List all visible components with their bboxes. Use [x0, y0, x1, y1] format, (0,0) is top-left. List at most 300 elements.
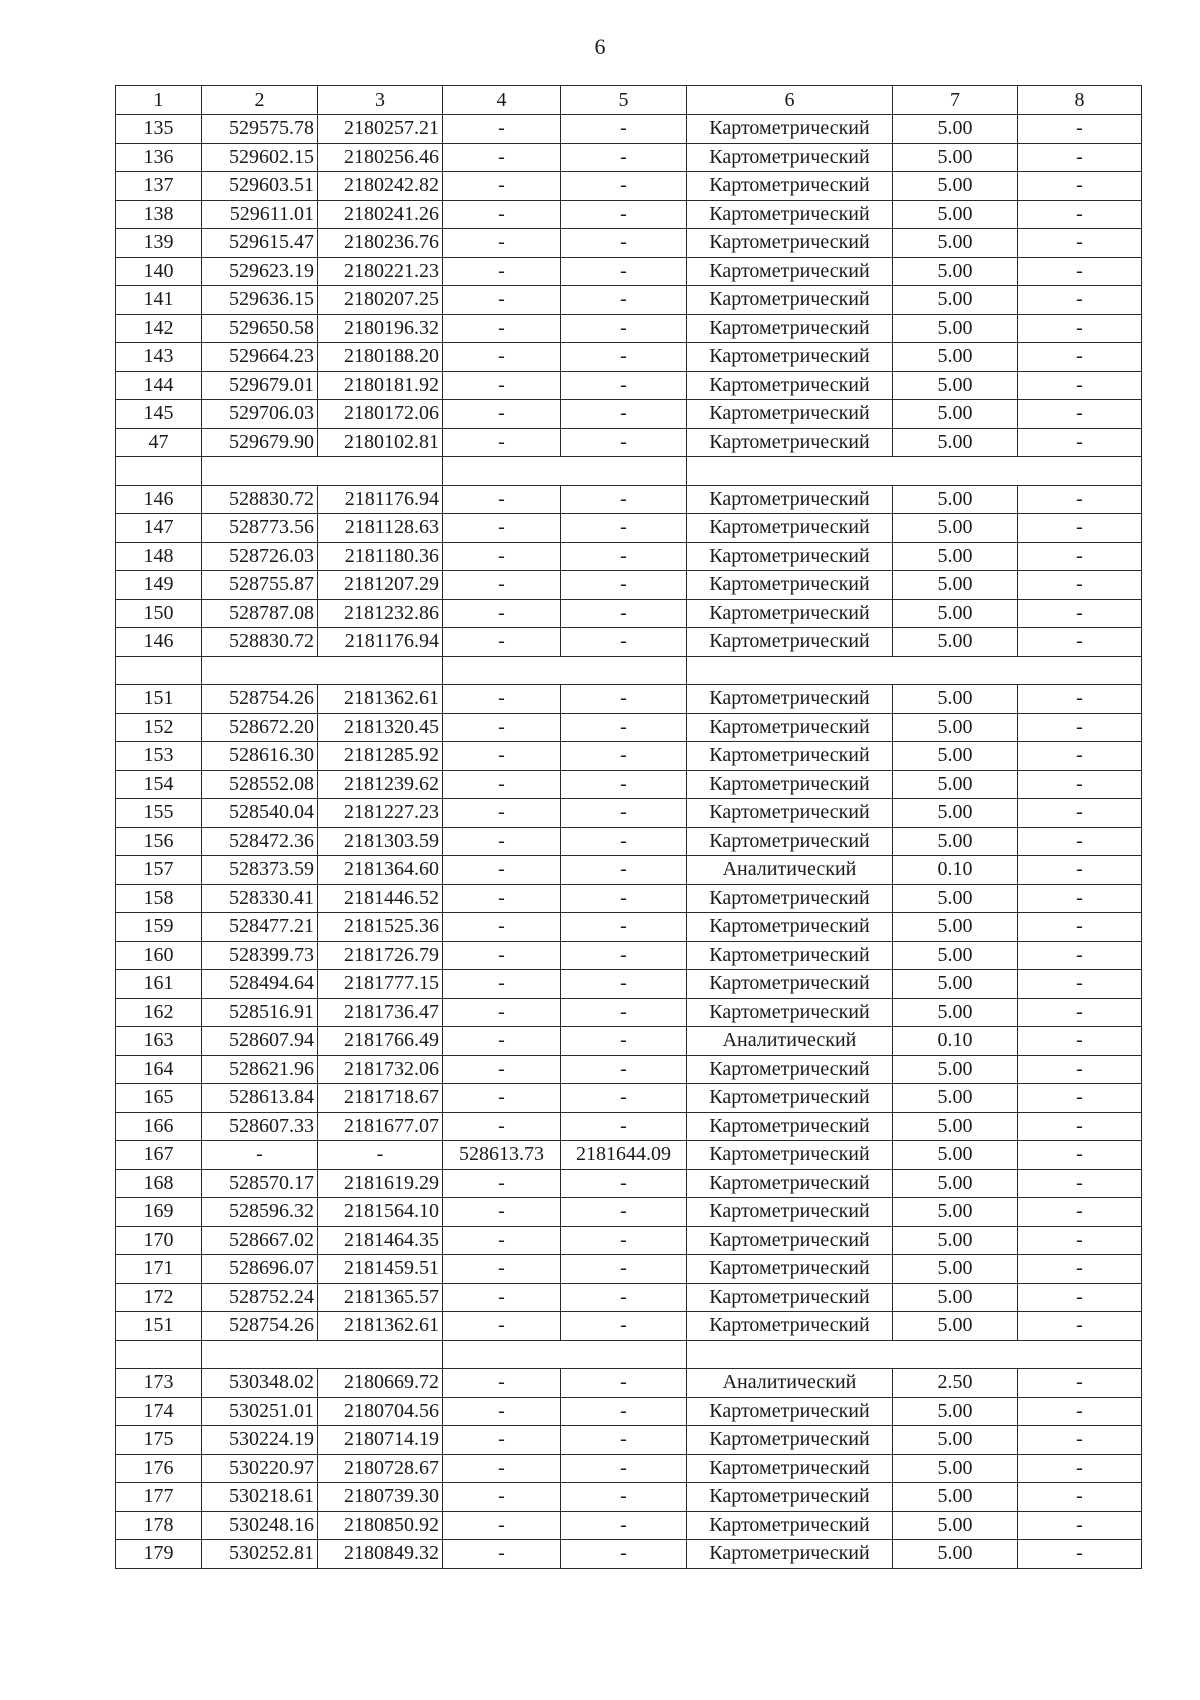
point-number-cell: 141 — [116, 286, 202, 315]
note-cell: - — [1018, 343, 1142, 372]
y-coordinate-cell: 2181446.52 — [318, 884, 443, 913]
y-new-cell: - — [561, 1540, 687, 1569]
accuracy-cell: 5.00 — [893, 884, 1018, 913]
x-coordinate-cell: 529575.78 — [202, 115, 318, 144]
y-new-cell: - — [561, 856, 687, 885]
y-new-cell: - — [561, 1283, 687, 1312]
x-new-cell: - — [443, 400, 561, 429]
table-row — [116, 742, 1142, 771]
y-new-cell: - — [561, 514, 687, 543]
table-body — [116, 115, 1142, 1569]
accuracy-cell: 5.00 — [893, 286, 1018, 315]
point-number-cell: 153 — [116, 742, 202, 771]
method-cell: Картометрический — [687, 314, 893, 343]
table-row — [116, 1226, 1142, 1255]
x-new-cell: - — [443, 257, 561, 286]
x-coordinate-cell: 529650.58 — [202, 314, 318, 343]
table-row — [116, 970, 1142, 999]
point-number-cell: 47 — [116, 428, 202, 457]
method-cell: Аналитический — [687, 1369, 893, 1398]
point-number-cell: 149 — [116, 571, 202, 600]
method-cell: Картометрический — [687, 115, 893, 144]
x-coordinate-cell: 528773.56 — [202, 514, 318, 543]
table-row — [116, 1540, 1142, 1569]
table-row — [116, 856, 1142, 885]
accuracy-cell: 5.00 — [893, 115, 1018, 144]
x-coordinate-cell: 529611.01 — [202, 200, 318, 229]
point-number-cell: 161 — [116, 970, 202, 999]
method-cell: Картометрический — [687, 1198, 893, 1227]
x-new-cell: - — [443, 1283, 561, 1312]
accuracy-cell: 0.10 — [893, 1027, 1018, 1056]
x-coordinate-cell: 528752.24 — [202, 1283, 318, 1312]
method-cell: Картометрический — [687, 770, 893, 799]
method-cell: Картометрический — [687, 400, 893, 429]
accuracy-cell: 5.00 — [893, 542, 1018, 571]
y-new-cell: - — [561, 1027, 687, 1056]
note-cell: - — [1018, 1454, 1142, 1483]
x-new-cell: - — [443, 1312, 561, 1341]
method-cell: Картометрический — [687, 884, 893, 913]
y-coordinate-cell: 2180181.92 — [318, 371, 443, 400]
point-number-cell: 151 — [116, 685, 202, 714]
y-coordinate-cell: 2180241.26 — [318, 200, 443, 229]
x-coordinate-cell: 528570.17 — [202, 1169, 318, 1198]
note-cell: - — [1018, 713, 1142, 742]
x-coordinate-cell: 529603.51 — [202, 172, 318, 201]
x-coordinate-cell: 529623.19 — [202, 257, 318, 286]
x-coordinate-cell: 529679.01 — [202, 371, 318, 400]
x-new-cell: - — [443, 200, 561, 229]
note-cell: - — [1018, 685, 1142, 714]
x-coordinate-cell: 528494.64 — [202, 970, 318, 999]
point-number-cell: 178 — [116, 1511, 202, 1540]
point-number-cell: 137 — [116, 172, 202, 201]
method-cell: Картометрический — [687, 1141, 893, 1170]
x-coordinate-cell: 528754.26 — [202, 685, 318, 714]
empty-cell — [443, 457, 687, 486]
x-coordinate-cell: 530220.97 — [202, 1454, 318, 1483]
accuracy-cell: 5.00 — [893, 514, 1018, 543]
table-row — [116, 115, 1142, 144]
table-row — [116, 1027, 1142, 1056]
y-coordinate-cell: 2181736.47 — [318, 998, 443, 1027]
method-cell: Картометрический — [687, 1483, 893, 1512]
point-number-cell: 167 — [116, 1141, 202, 1170]
x-new-cell: - — [443, 599, 561, 628]
separator-row — [116, 457, 1142, 486]
x-new-cell: - — [443, 827, 561, 856]
x-new-cell: - — [443, 998, 561, 1027]
y-coordinate-cell: - — [318, 1141, 443, 1170]
note-cell: - — [1018, 371, 1142, 400]
table-row — [116, 628, 1142, 657]
y-new-cell: - — [561, 1112, 687, 1141]
accuracy-cell: 5.00 — [893, 571, 1018, 600]
empty-cell — [443, 656, 687, 685]
accuracy-cell: 5.00 — [893, 628, 1018, 657]
point-number-cell: 162 — [116, 998, 202, 1027]
method-cell: Картометрический — [687, 1169, 893, 1198]
point-number-cell: 165 — [116, 1084, 202, 1113]
table-row — [116, 1426, 1142, 1455]
empty-cell — [202, 457, 443, 486]
x-coordinate-cell: 530348.02 — [202, 1369, 318, 1398]
y-new-cell: - — [561, 428, 687, 457]
y-coordinate-cell: 2181362.61 — [318, 685, 443, 714]
empty-cell — [202, 1340, 443, 1369]
point-number-cell: 163 — [116, 1027, 202, 1056]
table-row — [116, 827, 1142, 856]
x-new-cell: - — [443, 970, 561, 999]
accuracy-cell: 0.10 — [893, 856, 1018, 885]
x-coordinate-cell: 528616.30 — [202, 742, 318, 771]
x-coordinate-cell: 528696.07 — [202, 1255, 318, 1284]
y-coordinate-cell: 2180669.72 — [318, 1369, 443, 1398]
table-row — [116, 314, 1142, 343]
table-row — [116, 542, 1142, 571]
accuracy-cell: 5.00 — [893, 1312, 1018, 1341]
table-row — [116, 143, 1142, 172]
method-cell: Аналитический — [687, 1027, 893, 1056]
x-new-cell: 528613.73 — [443, 1141, 561, 1170]
y-coordinate-cell: 2180172.06 — [318, 400, 443, 429]
y-coordinate-cell: 2181459.51 — [318, 1255, 443, 1284]
note-cell: - — [1018, 998, 1142, 1027]
accuracy-cell: 5.00 — [893, 685, 1018, 714]
method-cell: Картометрический — [687, 229, 893, 258]
x-new-cell: - — [443, 485, 561, 514]
y-new-cell: - — [561, 400, 687, 429]
accuracy-cell: 5.00 — [893, 257, 1018, 286]
x-coordinate-cell: 528726.03 — [202, 542, 318, 571]
accuracy-cell: 5.00 — [893, 1483, 1018, 1512]
note-cell: - — [1018, 941, 1142, 970]
accuracy-cell: 5.00 — [893, 1169, 1018, 1198]
y-new-cell: - — [561, 172, 687, 201]
x-coordinate-cell: 528540.04 — [202, 799, 318, 828]
x-new-cell: - — [443, 770, 561, 799]
y-new-cell: - — [561, 1312, 687, 1341]
y-new-cell: - — [561, 628, 687, 657]
x-new-cell: - — [443, 1397, 561, 1426]
y-new-cell: - — [561, 1084, 687, 1113]
empty-cell — [116, 457, 202, 486]
table-row — [116, 913, 1142, 942]
note-cell: - — [1018, 1198, 1142, 1227]
method-cell: Картометрический — [687, 343, 893, 372]
method-cell: Картометрический — [687, 514, 893, 543]
table-row — [116, 1198, 1142, 1227]
note-cell: - — [1018, 1255, 1142, 1284]
accuracy-cell: 5.00 — [893, 314, 1018, 343]
method-cell: Картометрический — [687, 941, 893, 970]
accuracy-cell: 5.00 — [893, 172, 1018, 201]
point-number-cell: 150 — [116, 599, 202, 628]
y-new-cell: - — [561, 1511, 687, 1540]
method-cell: Картометрический — [687, 1426, 893, 1455]
point-number-cell: 143 — [116, 343, 202, 372]
x-coordinate-cell: 528552.08 — [202, 770, 318, 799]
x-coordinate-cell: 529615.47 — [202, 229, 318, 258]
x-new-cell: - — [443, 1454, 561, 1483]
note-cell: - — [1018, 115, 1142, 144]
y-new-cell: - — [561, 1397, 687, 1426]
empty-cell — [687, 457, 1142, 486]
point-number-cell: 154 — [116, 770, 202, 799]
method-cell: Картометрический — [687, 1255, 893, 1284]
y-new-cell: - — [561, 799, 687, 828]
y-new-cell: - — [561, 286, 687, 315]
method-cell: Картометрический — [687, 1055, 893, 1084]
x-coordinate-cell: 530218.61 — [202, 1483, 318, 1512]
x-new-cell: - — [443, 913, 561, 942]
accuracy-cell: 5.00 — [893, 1226, 1018, 1255]
accuracy-cell: 5.00 — [893, 343, 1018, 372]
x-new-cell: - — [443, 1084, 561, 1113]
empty-cell — [202, 656, 443, 685]
header-cell: 4 — [443, 86, 561, 115]
accuracy-cell: 5.00 — [893, 1397, 1018, 1426]
table-row — [116, 200, 1142, 229]
accuracy-cell: 5.00 — [893, 913, 1018, 942]
coordinates-table — [115, 85, 1142, 1569]
y-new-cell: - — [561, 200, 687, 229]
y-coordinate-cell: 2181365.57 — [318, 1283, 443, 1312]
point-number-cell: 164 — [116, 1055, 202, 1084]
y-new-cell: - — [561, 713, 687, 742]
accuracy-cell: 5.00 — [893, 1198, 1018, 1227]
point-number-cell: 148 — [116, 542, 202, 571]
method-cell: Картометрический — [687, 1312, 893, 1341]
x-coordinate-cell: 528787.08 — [202, 599, 318, 628]
accuracy-cell: 5.00 — [893, 770, 1018, 799]
header-cell: 5 — [561, 86, 687, 115]
accuracy-cell: 5.00 — [893, 371, 1018, 400]
x-new-cell: - — [443, 343, 561, 372]
header-cell: 1 — [116, 86, 202, 115]
point-number-cell: 135 — [116, 115, 202, 144]
table-row — [116, 1283, 1142, 1312]
y-new-cell: 2181644.09 — [561, 1141, 687, 1170]
y-coordinate-cell: 2180739.30 — [318, 1483, 443, 1512]
point-number-cell: 152 — [116, 713, 202, 742]
method-cell: Картометрический — [687, 599, 893, 628]
y-coordinate-cell: 2180207.25 — [318, 286, 443, 315]
note-cell: - — [1018, 1511, 1142, 1540]
note-cell: - — [1018, 1226, 1142, 1255]
table-row — [116, 257, 1142, 286]
point-number-cell: 179 — [116, 1540, 202, 1569]
accuracy-cell: 5.00 — [893, 1283, 1018, 1312]
table-row — [116, 1454, 1142, 1483]
point-number-cell: 145 — [116, 400, 202, 429]
x-new-cell: - — [443, 1369, 561, 1398]
x-new-cell: - — [443, 115, 561, 144]
y-coordinate-cell: 2181285.92 — [318, 742, 443, 771]
y-new-cell: - — [561, 314, 687, 343]
note-cell: - — [1018, 1084, 1142, 1113]
x-new-cell: - — [443, 1540, 561, 1569]
table-row — [116, 514, 1142, 543]
table-row — [116, 1483, 1142, 1512]
method-cell: Картометрический — [687, 1084, 893, 1113]
table-row — [116, 1084, 1142, 1113]
x-new-cell: - — [443, 371, 561, 400]
method-cell: Картометрический — [687, 628, 893, 657]
table-row — [116, 1055, 1142, 1084]
method-cell: Картометрический — [687, 428, 893, 457]
x-coordinate-cell: 529636.15 — [202, 286, 318, 315]
method-cell: Картометрический — [687, 742, 893, 771]
x-coordinate-cell: 529679.90 — [202, 428, 318, 457]
x-coordinate-cell: 529602.15 — [202, 143, 318, 172]
x-coordinate-cell: 529706.03 — [202, 400, 318, 429]
header-cell: 6 — [687, 86, 893, 115]
x-new-cell: - — [443, 884, 561, 913]
note-cell: - — [1018, 1027, 1142, 1056]
x-new-cell: - — [443, 1511, 561, 1540]
x-coordinate-cell: 528621.96 — [202, 1055, 318, 1084]
method-cell: Картометрический — [687, 713, 893, 742]
note-cell: - — [1018, 1540, 1142, 1569]
accuracy-cell: 5.00 — [893, 428, 1018, 457]
x-coordinate-cell: 528667.02 — [202, 1226, 318, 1255]
method-cell: Картометрический — [687, 970, 893, 999]
accuracy-cell: 5.00 — [893, 1112, 1018, 1141]
method-cell: Картометрический — [687, 485, 893, 514]
y-coordinate-cell: 2180242.82 — [318, 172, 443, 201]
accuracy-cell: 5.00 — [893, 1426, 1018, 1455]
x-coordinate-cell: 528755.87 — [202, 571, 318, 600]
method-cell: Картометрический — [687, 1540, 893, 1569]
y-new-cell: - — [561, 1169, 687, 1198]
note-cell: - — [1018, 628, 1142, 657]
note-cell: - — [1018, 286, 1142, 315]
x-new-cell: - — [443, 941, 561, 970]
accuracy-cell: 5.00 — [893, 1255, 1018, 1284]
empty-cell — [116, 656, 202, 685]
y-new-cell: - — [561, 770, 687, 799]
accuracy-cell: 5.00 — [893, 1511, 1018, 1540]
note-cell: - — [1018, 856, 1142, 885]
x-new-cell: - — [443, 1055, 561, 1084]
x-coordinate-cell: 528516.91 — [202, 998, 318, 1027]
table-row — [116, 1112, 1142, 1141]
page-number: 6 — [594, 34, 606, 59]
accuracy-cell: 5.00 — [893, 1084, 1018, 1113]
y-coordinate-cell: 2180102.81 — [318, 428, 443, 457]
accuracy-cell: 5.00 — [893, 599, 1018, 628]
note-cell: - — [1018, 314, 1142, 343]
method-cell: Картометрический — [687, 257, 893, 286]
y-coordinate-cell: 2181732.06 — [318, 1055, 443, 1084]
accuracy-cell: 5.00 — [893, 400, 1018, 429]
method-cell: Картометрический — [687, 542, 893, 571]
x-new-cell: - — [443, 685, 561, 714]
y-coordinate-cell: 2180256.46 — [318, 143, 443, 172]
method-cell: Картометрический — [687, 1454, 893, 1483]
note-cell: - — [1018, 229, 1142, 258]
point-number-cell: 138 — [116, 200, 202, 229]
accuracy-cell: 5.00 — [893, 1540, 1018, 1569]
empty-cell — [443, 1340, 687, 1369]
point-number-cell: 168 — [116, 1169, 202, 1198]
x-new-cell: - — [443, 542, 561, 571]
y-coordinate-cell: 2181619.29 — [318, 1169, 443, 1198]
table-row — [116, 1397, 1142, 1426]
accuracy-cell: 5.00 — [893, 200, 1018, 229]
y-new-cell: - — [561, 599, 687, 628]
y-coordinate-cell: 2181227.23 — [318, 799, 443, 828]
point-number-cell: 177 — [116, 1483, 202, 1512]
x-new-cell: - — [443, 428, 561, 457]
x-coordinate-cell: 530224.19 — [202, 1426, 318, 1455]
note-cell: - — [1018, 770, 1142, 799]
x-coordinate-cell: 528830.72 — [202, 485, 318, 514]
y-new-cell: - — [561, 257, 687, 286]
note-cell: - — [1018, 827, 1142, 856]
x-new-cell: - — [443, 1198, 561, 1227]
accuracy-cell: 5.00 — [893, 1141, 1018, 1170]
accuracy-cell: 5.00 — [893, 485, 1018, 514]
table-row — [116, 713, 1142, 742]
x-new-cell: - — [443, 514, 561, 543]
note-cell: - — [1018, 1426, 1142, 1455]
y-coordinate-cell: 2181464.35 — [318, 1226, 443, 1255]
note-cell: - — [1018, 884, 1142, 913]
table-row — [116, 799, 1142, 828]
method-cell: Картометрический — [687, 913, 893, 942]
y-new-cell: - — [561, 371, 687, 400]
accuracy-cell: 5.00 — [893, 143, 1018, 172]
note-cell: - — [1018, 400, 1142, 429]
point-number-cell: 144 — [116, 371, 202, 400]
x-coordinate-cell: 528613.84 — [202, 1084, 318, 1113]
method-cell: Картометрический — [687, 371, 893, 400]
table-row — [116, 172, 1142, 201]
note-cell: - — [1018, 1397, 1142, 1426]
point-number-cell: 176 — [116, 1454, 202, 1483]
note-cell: - — [1018, 485, 1142, 514]
note-cell: - — [1018, 1312, 1142, 1341]
y-coordinate-cell: 2180196.32 — [318, 314, 443, 343]
empty-cell — [687, 656, 1142, 685]
method-cell: Картометрический — [687, 1112, 893, 1141]
x-coordinate-cell: 528373.59 — [202, 856, 318, 885]
table-row — [116, 1511, 1142, 1540]
y-coordinate-cell: 2180257.21 — [318, 115, 443, 144]
x-new-cell: - — [443, 286, 561, 315]
x-new-cell: - — [443, 628, 561, 657]
note-cell: - — [1018, 571, 1142, 600]
y-new-cell: - — [561, 1483, 687, 1512]
separator-row — [116, 1340, 1142, 1369]
accuracy-cell: 2.50 — [893, 1369, 1018, 1398]
y-new-cell: - — [561, 1454, 687, 1483]
y-new-cell: - — [561, 884, 687, 913]
table-row — [116, 1312, 1142, 1341]
note-cell: - — [1018, 1055, 1142, 1084]
y-new-cell: - — [561, 1055, 687, 1084]
x-coordinate-cell: 528830.72 — [202, 628, 318, 657]
y-new-cell: - — [561, 1255, 687, 1284]
method-cell: Картометрический — [687, 1397, 893, 1426]
y-coordinate-cell: 2180849.32 — [318, 1540, 443, 1569]
method-cell: Картометрический — [687, 799, 893, 828]
method-cell: Картометрический — [687, 1511, 893, 1540]
y-coordinate-cell: 2181766.49 — [318, 1027, 443, 1056]
